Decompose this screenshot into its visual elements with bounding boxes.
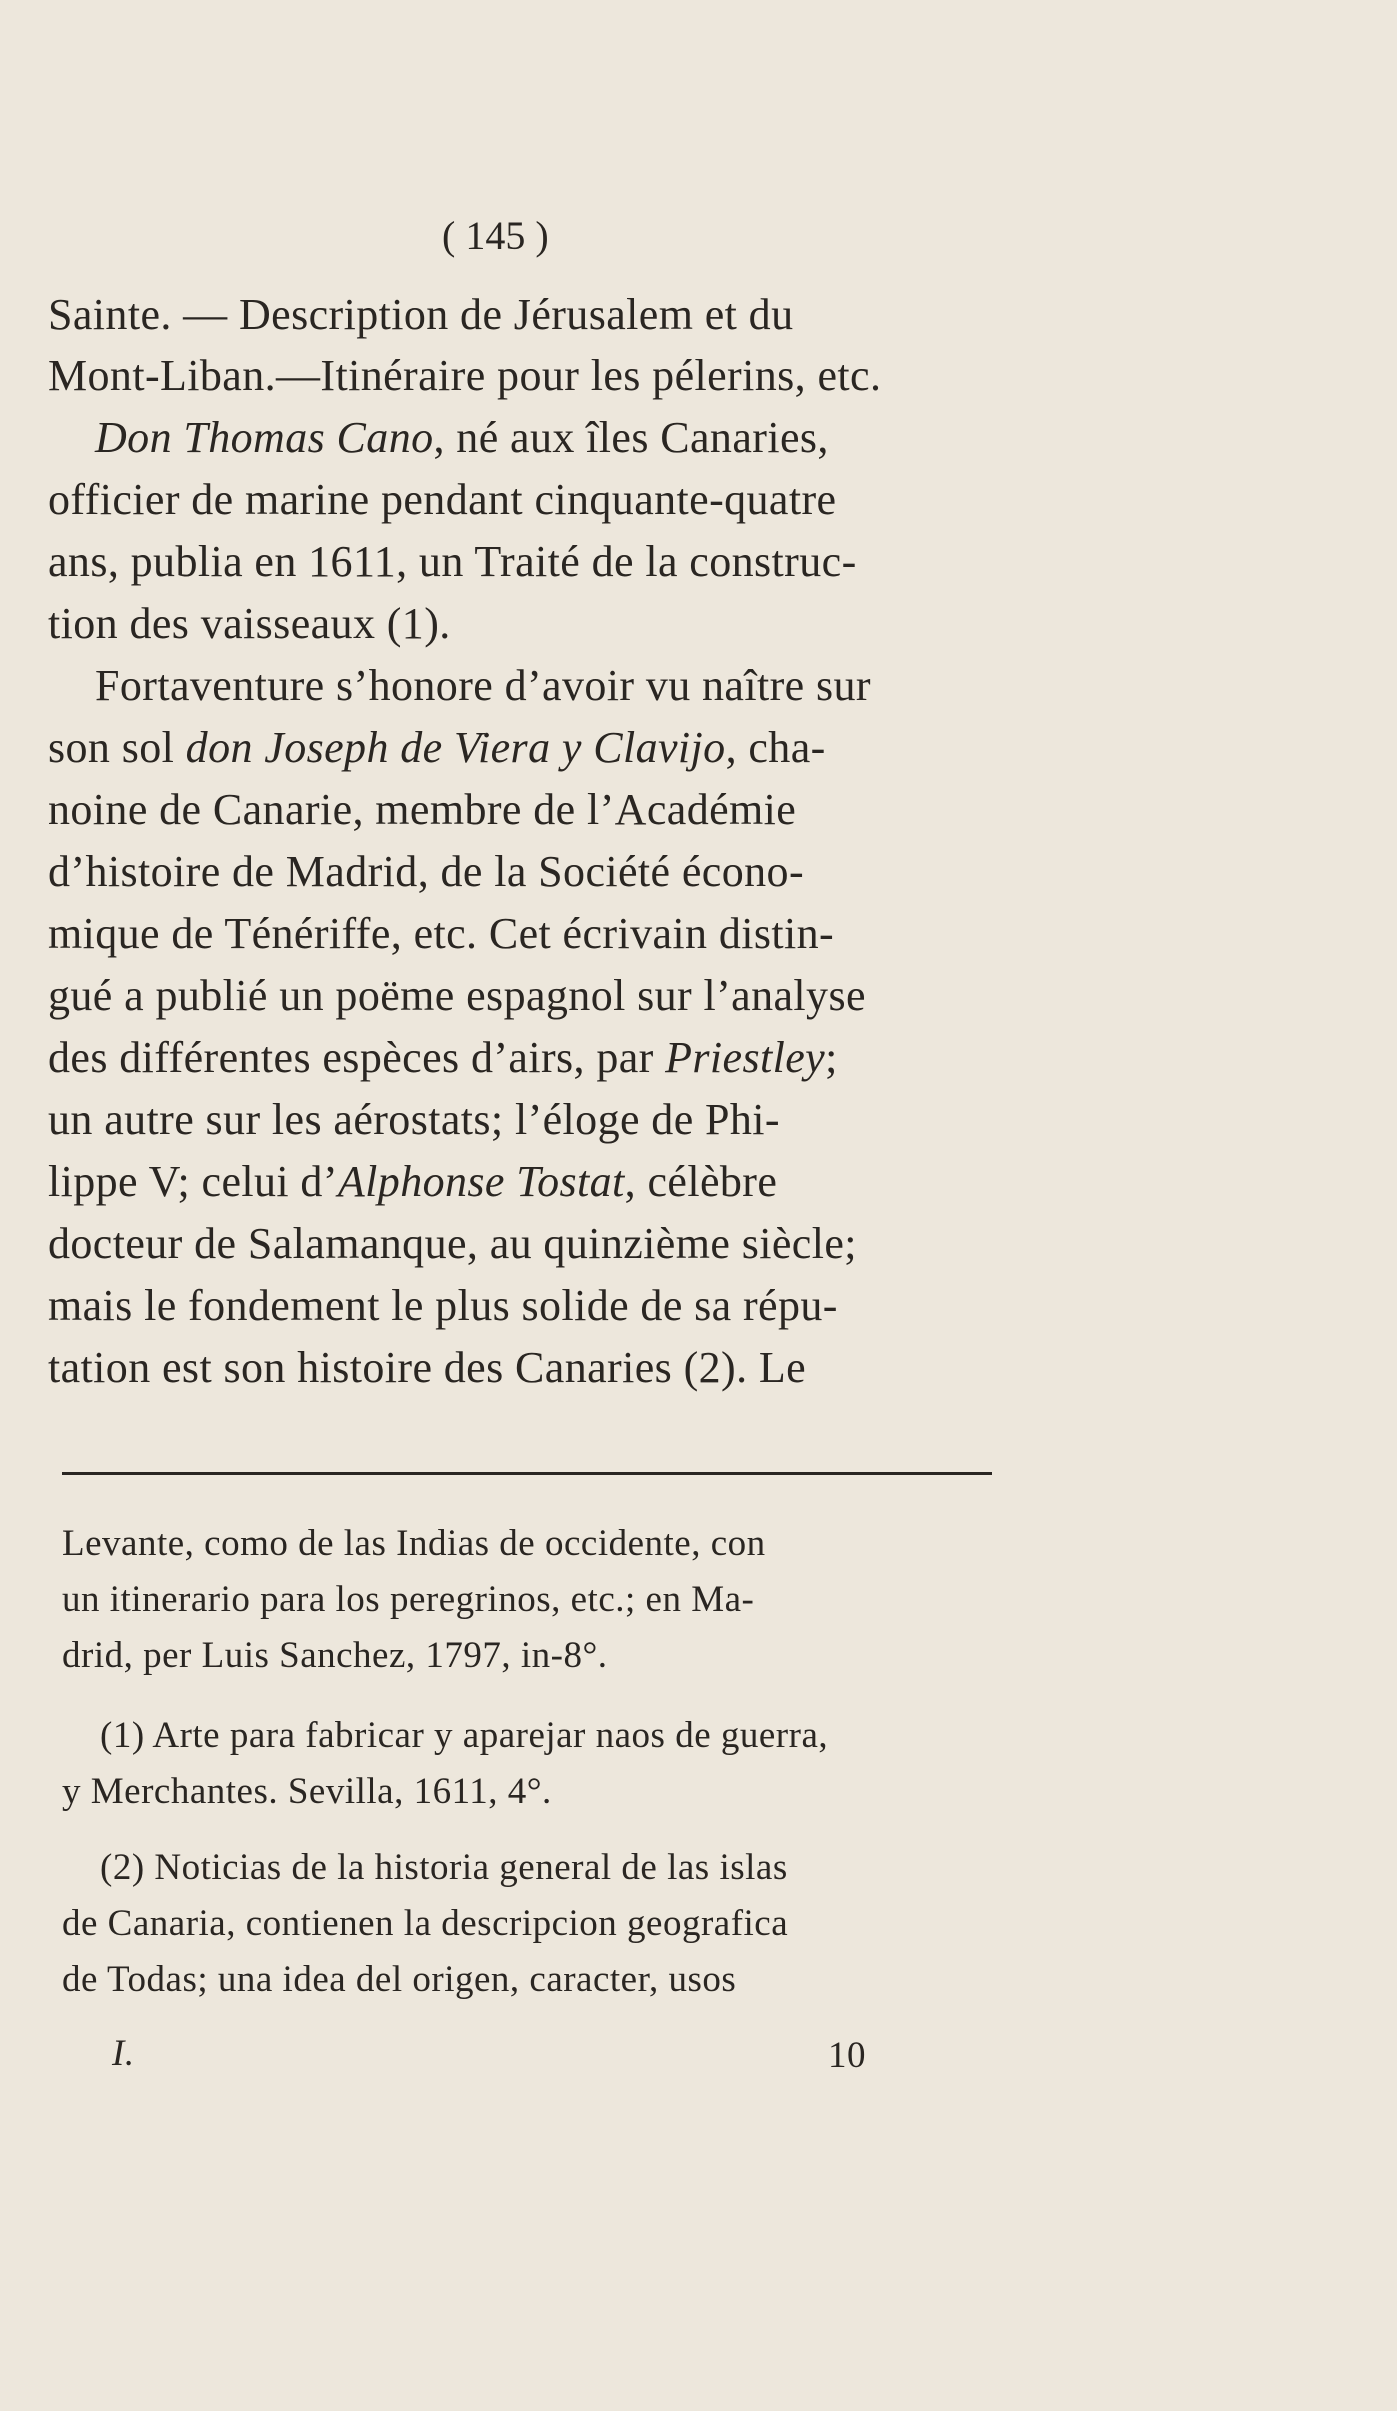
- main-text-line: gué a publié un poëme espagnol sur l’analyse: [48, 971, 866, 1020]
- main-text-line: Sainte. — Description de Jérusalem et du: [48, 290, 794, 339]
- signature-number: 10: [828, 2035, 866, 2076]
- main-text-line: lippe V; celui d’Alphonse Tostat, célèbre: [48, 1157, 778, 1206]
- main-text-line: mais le fondement le plus solide de sa répu-: [48, 1281, 838, 1330]
- main-text-line: noine de Canarie, membre de l’Académie: [48, 785, 797, 834]
- running-head: ( 145 ): [442, 213, 549, 258]
- footnote-rule: [62, 1472, 992, 1475]
- main-text-line: tion des vaisseaux (1).: [48, 599, 451, 648]
- main-text-line: son sol don Joseph de Viera y Clavijo, cha-: [48, 723, 826, 772]
- person-name: don Joseph de Viera y Clavijo: [185, 723, 726, 772]
- main-text-line: d’histoire de Madrid, de la Société écono-: [48, 847, 804, 896]
- footnote-line: un itinerario para los peregrinos, etc.; en Ma-: [62, 1579, 755, 1620]
- footnote-line: Levante, como de las Indias de occidente, con: [62, 1523, 766, 1564]
- main-text-line: un autre sur les aérostats; l’éloge de Phi-: [48, 1095, 780, 1144]
- footnote-line: drid, per Luis Sanchez, 1797, in-8°.: [62, 1635, 608, 1676]
- footnote-line: y Merchantes. Sevilla, 1611, 4°.: [62, 1771, 552, 1812]
- main-text-line: des différentes espèces d’airs, par Priestley;: [48, 1033, 838, 1082]
- main-text-line: docteur de Salamanque, au quinzième siècle;: [48, 1219, 857, 1268]
- footnote-line: (1) Arte para fabricar y aparejar naos de guerra,: [100, 1715, 829, 1756]
- person-name: Priestley: [665, 1033, 826, 1082]
- person-name: Alphonse Tostat: [337, 1157, 625, 1206]
- footnote-line: de Canaria, contienen la descripcion geografica: [62, 1903, 789, 1944]
- person-name: Don Thomas Cano: [95, 413, 434, 462]
- footnote-line: (2) Noticias de la historia general de las islas: [100, 1847, 788, 1888]
- main-text-line: officier de marine pendant cinquante-quatre: [48, 475, 837, 524]
- main-text-line: Don Thomas Cano, né aux îles Canaries,: [95, 413, 829, 462]
- signature-mark: I.: [112, 2033, 135, 2074]
- footnote-line: de Todas; una idea del origen, caracter, usos: [62, 1959, 737, 2000]
- main-text-line: mique de Ténériffe, etc. Cet écrivain distin-: [48, 909, 835, 958]
- main-text-line: Fortaventure s’honore d’avoir vu naître sur: [95, 661, 871, 710]
- main-text-line: tation est son histoire des Canaries (2). Le: [48, 1343, 807, 1392]
- main-text-line: ans, publia en 1611, un Traité de la construc-: [48, 537, 857, 586]
- main-text-line: Mont-Liban.—Itinéraire pour les pélerins, etc.: [48, 351, 882, 400]
